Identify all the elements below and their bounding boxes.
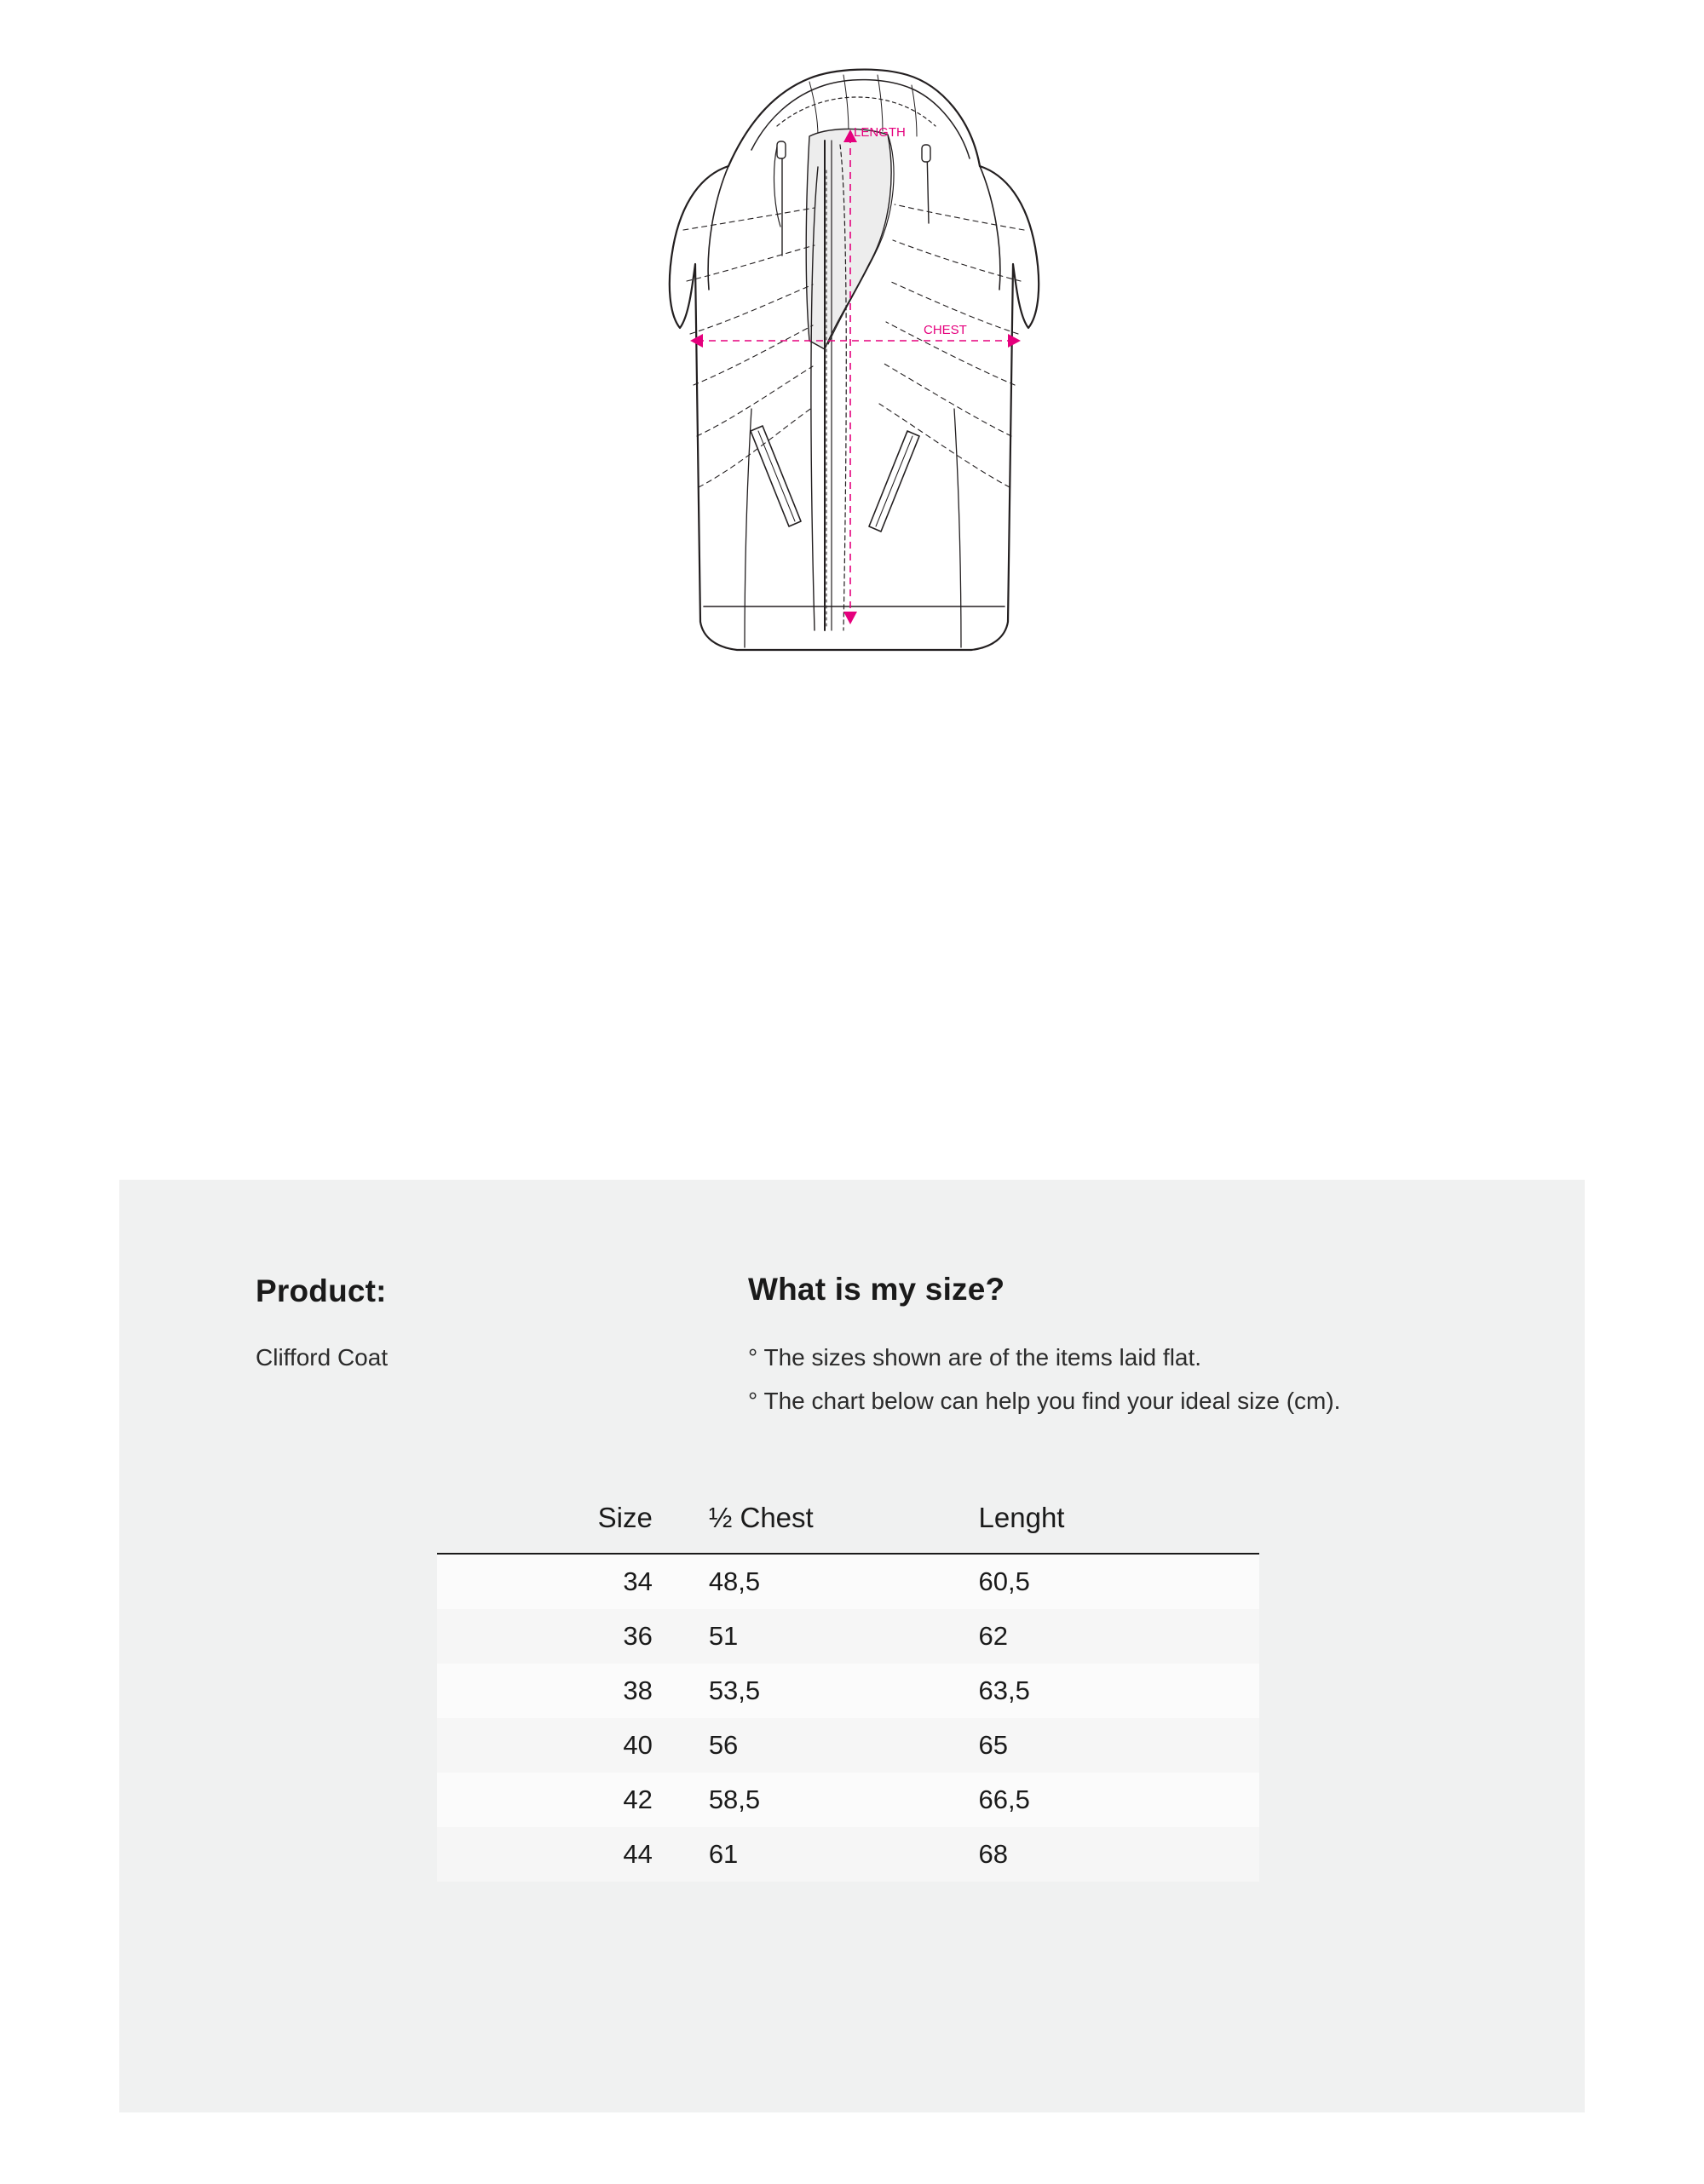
cell-length: 66,5 (953, 1773, 1259, 1827)
cell-length: 65 (953, 1718, 1259, 1773)
cell-size: 38 (437, 1664, 675, 1718)
table-row (437, 1827, 1259, 1882)
column-header-half-chest: ½ Chest (675, 1502, 953, 1554)
table-row (437, 1773, 1259, 1827)
cell-half-chest: 53,5 (675, 1664, 953, 1718)
cell-half-chest: 61 (675, 1827, 953, 1882)
table-row (437, 1554, 1259, 1609)
table-row (437, 1718, 1259, 1773)
product-name: Clifford Coat (256, 1344, 389, 1371)
cell-half-chest: 56 (675, 1718, 953, 1773)
size-chart-table (437, 1502, 1259, 1882)
cell-length: 60,5 (953, 1554, 1259, 1609)
table-row (437, 1609, 1259, 1664)
cell-size: 34 (437, 1554, 675, 1609)
product-heading: Product: (256, 1273, 387, 1308)
cell-length: 62 (953, 1609, 1259, 1664)
cell-size: 44 (437, 1827, 675, 1882)
column-header-length: Lenght (953, 1502, 1259, 1554)
cell-half-chest: 51 (675, 1609, 953, 1664)
vest-technical-drawing (554, 0, 1150, 681)
cell-half-chest: 48,5 (675, 1554, 953, 1609)
cell-size: 40 (437, 1718, 675, 1773)
table-header-row (437, 1502, 1259, 1554)
size-info-panel (119, 1180, 1585, 2112)
size-question-heading: What is my size? (748, 1272, 1005, 1307)
table-row (437, 1664, 1259, 1718)
cell-size: 42 (437, 1773, 675, 1827)
length-label: LENGTH (854, 125, 906, 140)
cell-half-chest: 58,5 (675, 1773, 953, 1827)
column-header-size: Size (437, 1502, 675, 1554)
cell-length: 63,5 (953, 1664, 1259, 1718)
chest-label: CHEST (924, 323, 967, 337)
size-note-1: ° The sizes shown are of the items laid flat. (748, 1344, 1202, 1371)
chest-measure (690, 334, 1021, 348)
cell-size: 36 (437, 1609, 675, 1664)
size-note-2: ° The chart below can help you find your ideal size (cm). (748, 1388, 1341, 1414)
cell-length: 68 (953, 1827, 1259, 1882)
